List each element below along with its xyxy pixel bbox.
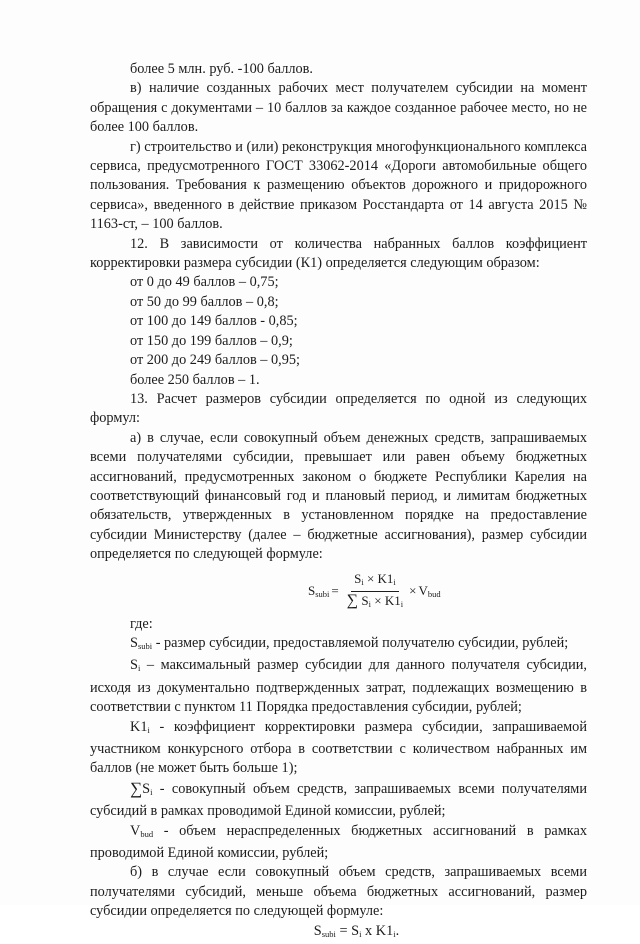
k1-scale-item: от 150 до 199 баллов – 0,9;	[130, 332, 293, 349]
document-text	[90, 60, 587, 944]
item-g-paragraph: г) строительство и (или) реконструкция многофункционального комплекса сервиса, предусмотренного ГОСТ 33062-2014 «Дороги автомобильные общего пользования. Требования к размещению объектов дорожного и придорожного сервиса», введенного в действие приказом Росстандарта от 14 августа 2015 № 1163-ст, – 100 баллов.	[90, 138, 587, 233]
k1-scale-item: более 250 баллов – 1.	[130, 371, 260, 388]
top-line: более 5 млн. руб. -100 баллов.	[130, 61, 313, 77]
k1-scale-item: от 200 до 249 баллов – 0,95;	[130, 352, 301, 369]
definition-k1i: $K1_i$ - коэффициент корректировки размера субсидии, запрашиваемой участником конкурсного отбора в соответствии с количеством набранных им баллов (не может быть больше 1);	[90, 718, 587, 777]
case-a-paragraph: а) в случае, если совокупный объем денежных средств, запрашиваемых всеми получателями субсидии, превышает или равен объему бюджетных ассигнований, предусмотренных законом о бюджете Республики Карелия на соответствующий финансовый год и плановый период, и лимитам бюджетных обязательств, утвержденных в установленном порядке на предоставление субсидии Министерству (далее – бюджетные ассигнования), размер субсидии определяется по следующей формуле:	[90, 429, 587, 563]
k1-scale-list	[90, 273, 587, 389]
formula-1-vbud: $V_{bud}$	[418, 583, 441, 600]
definition-ssubi: $S_{subi}$ - размер субсидии, предоставляемой получателю субсидии, рублей;	[130, 634, 569, 651]
definition-si: $S_i$ – максимальный размер субсидии для данного получателя субсидии, исходя из документально подтвержденных затрат, подлежащих возмещению в соответствии с пунктом 11 Порядка предоставления субсидии, рублей;	[90, 657, 587, 716]
formula-2: $S_{subi} = S_i$ x $K1_i$.	[313, 922, 400, 939]
definition-vbud: $V_{bud}$ - объем нераспределенных бюджетных ассигнований в рамках проводимой Единой комиссии, рублей;	[90, 822, 587, 862]
paragraph-12: 12. В зависимости от количества набранных баллов коэффициент корректировки размера субсидии (К1) определяется следующим образом:	[90, 235, 587, 272]
item-v-paragraph: в) наличие созданных рабочих мест получателем субсидии на момент обращения с документами – 10 баллов за каждое созданное рабочее место, но не более 100 баллов.	[90, 80, 587, 136]
formula-1: $S_{subi}$ = $\frac{S_i \times K1_i}{\sum S_i \times K1_i}$ × $V_{bud}$	[90, 567, 587, 613]
formula-1-equals: =	[331, 583, 339, 599]
formula-1-lhs: $S_{subi}$	[308, 583, 330, 600]
where-label: где:	[130, 615, 153, 632]
formula-1-numerator: $S_i \times K1_i$	[351, 571, 399, 592]
formula-1-fraction	[344, 571, 406, 612]
k1-scale-item: от 0 до 49 баллов – 0,75;	[130, 274, 279, 291]
definition-sum: $\sum S_i$ - совокупный объем средств, запрашиваемых всеми получателями субсидий в рамках проводимой Единой комиссии, рублей;	[90, 778, 587, 820]
formula-1-denominator: ∑ $S_i \times K1_i$	[346, 591, 404, 609]
k1-scale-item: от 50 до 99 баллов – 0,8;	[130, 293, 279, 310]
paragraph-13: 13. Расчет размеров субсидии определяется по одной из следующих формул:	[90, 390, 587, 427]
case-b-paragraph: б) в случае если совокупный объем средств, запрашиваемых всеми получателями субсидий, меньше объема бюджетных ассигнований, размер субсидии определяется по следующей формуле:	[90, 864, 587, 920]
k1-scale-item: от 100 до 149 баллов - 0,85;	[130, 313, 298, 330]
